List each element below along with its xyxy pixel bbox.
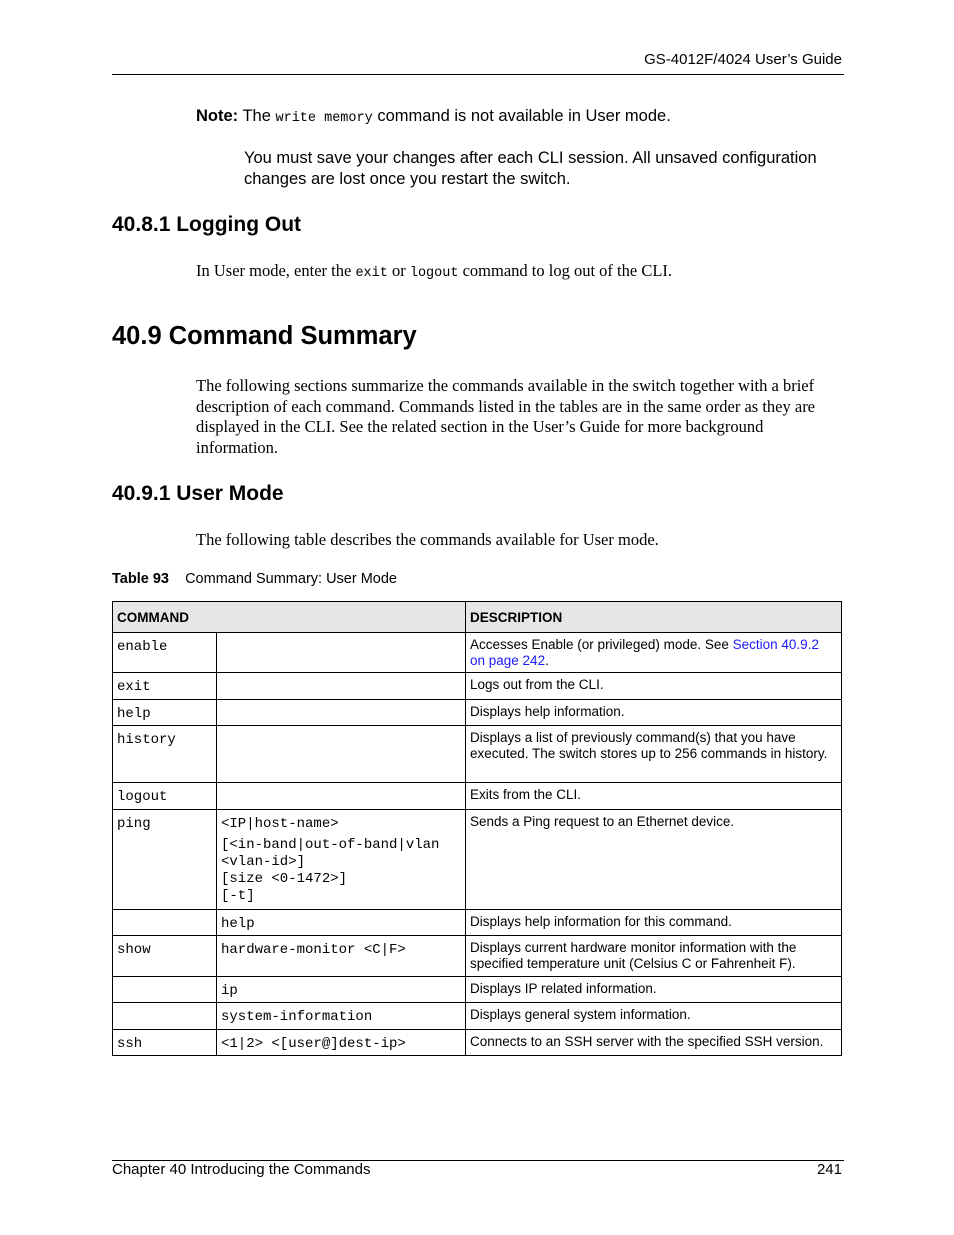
description-cell	[466, 1030, 842, 1056]
arguments-cell	[217, 726, 466, 783]
table-caption	[112, 571, 397, 587]
arguments-cell	[217, 1030, 466, 1056]
logging-paragraph	[196, 261, 672, 285]
table-row	[113, 910, 842, 936]
note-text-after: command is not available in User mode.	[377, 107, 671, 125]
command-cell: history	[113, 726, 217, 783]
heading-user-mode: 40.9.1 User Mode	[112, 482, 284, 505]
header-description: DESCRIPTION	[466, 602, 842, 633]
command-cell: help	[113, 700, 217, 726]
argument-line: [size <0-1472>]	[221, 871, 348, 887]
description-cell	[466, 783, 842, 810]
logging-text-1: In User mode, enter the	[196, 261, 352, 280]
heading-logging-out: 40.8.1 Logging Out	[112, 213, 302, 236]
command-cell: show	[113, 936, 217, 977]
argument-line: help	[221, 916, 255, 932]
header-command: COMMAND	[113, 602, 466, 633]
description-text: Displays current hardware monitor information with the specified temperature unit (Celsius C or Fahrenheit F).	[470, 940, 797, 971]
note-label: Note:	[196, 107, 239, 125]
argument-line: <1|2> <[user@]dest-ip>	[221, 1036, 406, 1052]
table-row	[113, 1030, 842, 1056]
description-cell	[466, 910, 842, 936]
description-text: Displays IP related information.	[470, 981, 657, 996]
argument-line: <IP|host-name>	[221, 816, 339, 832]
command-summary-table	[112, 601, 842, 1056]
command-cell: ping	[113, 810, 217, 910]
arguments-cell	[217, 936, 466, 977]
command-cell: enable	[113, 633, 217, 673]
argument-line: [<in-band|out-of-band|vlan <vlan-id>]	[221, 837, 440, 870]
section-link[interactable]: Section 40.9.2 on page 242	[470, 637, 819, 668]
description-text: Displays help information.	[470, 704, 625, 719]
description-text: Displays help information for this command.	[470, 914, 732, 929]
command-cell	[113, 977, 217, 1003]
table-row	[113, 700, 842, 726]
table-row	[113, 1003, 842, 1030]
description-text: Displays general system information.	[470, 1007, 691, 1022]
logging-text-3: command to log out of the CLI.	[462, 261, 673, 280]
table-row	[113, 726, 842, 783]
description-cell	[466, 810, 842, 910]
command-cell: ssh	[113, 1030, 217, 1056]
table-row	[113, 673, 842, 700]
logging-text-2: or	[391, 261, 406, 280]
footer-chapter: Chapter 40 Introducing the Commands	[112, 1161, 371, 1178]
arguments-cell	[217, 673, 466, 700]
description-cell	[466, 936, 842, 977]
arguments-cell	[217, 1003, 466, 1030]
exit-code: exit	[355, 266, 388, 281]
description-text: Sends a Ping request to an Ethernet device.	[470, 814, 735, 829]
description-text: Accesses Enable (or privileged) mode. See	[470, 637, 733, 652]
arguments-cell	[217, 810, 466, 910]
note-code: write memory	[275, 111, 373, 126]
arguments-cell	[217, 783, 466, 810]
header-rule	[112, 74, 844, 75]
description-cell	[466, 700, 842, 726]
argument-line: [-t]	[221, 888, 255, 904]
table-caption-label: Table 93	[112, 571, 169, 587]
heading-command-summary: 40.9 Command Summary	[112, 322, 417, 350]
description-text: Exits from the CLI.	[470, 787, 582, 802]
table-row	[113, 977, 842, 1003]
table-row	[113, 810, 842, 910]
arguments-cell	[217, 977, 466, 1003]
command-cell	[113, 1003, 217, 1030]
description-text: Connects to an SSH server with the specified SSH version.	[470, 1034, 824, 1049]
argument-line: system-information	[221, 1009, 373, 1025]
table-row	[113, 783, 842, 810]
table-caption-title: Command Summary: User Mode	[185, 571, 397, 587]
command-cell: exit	[113, 673, 217, 700]
note	[196, 107, 671, 126]
arguments-cell	[217, 633, 466, 673]
note-paragraph: You must save your changes after each CLI session. All unsaved configuration changes are lost once you restart the switch.	[244, 149, 817, 188]
note-text-before: The	[242, 107, 271, 125]
description-cell	[466, 726, 842, 783]
arguments-cell	[217, 910, 466, 936]
argument-line: hardware-monitor <C|F>	[221, 942, 406, 958]
description-text-after: .	[545, 652, 549, 668]
arguments-cell	[217, 700, 466, 726]
logout-code: logout	[409, 266, 459, 281]
user-mode-paragraph: The following table describes the commands available for User mode.	[196, 530, 659, 549]
table-row	[113, 936, 842, 977]
command-cell	[113, 910, 217, 936]
description-text: Logs out from the CLI.	[470, 677, 604, 692]
description-text: Displays a list of previously command(s) that you have executed. The switch stores up to 256 commands in history.	[470, 730, 828, 761]
command-cell: logout	[113, 783, 217, 810]
description-cell	[466, 977, 842, 1003]
running-header-title: GS-4012F/4024 User’s Guide	[644, 51, 842, 68]
footer-page-number: 241	[816, 1161, 842, 1178]
description-cell	[466, 633, 842, 673]
description-cell	[466, 1003, 842, 1030]
table-row	[113, 633, 842, 673]
argument-line: ip	[221, 983, 238, 999]
summary-paragraph: The following sections summarize the commands available in the switch together with a brief description of each command. Commands listed in the tables are in the same order as they are displayed in the CLI. See the related section in the User’s Guide for more background information.	[196, 376, 816, 457]
description-cell	[466, 673, 842, 700]
table-header-row	[113, 602, 842, 633]
